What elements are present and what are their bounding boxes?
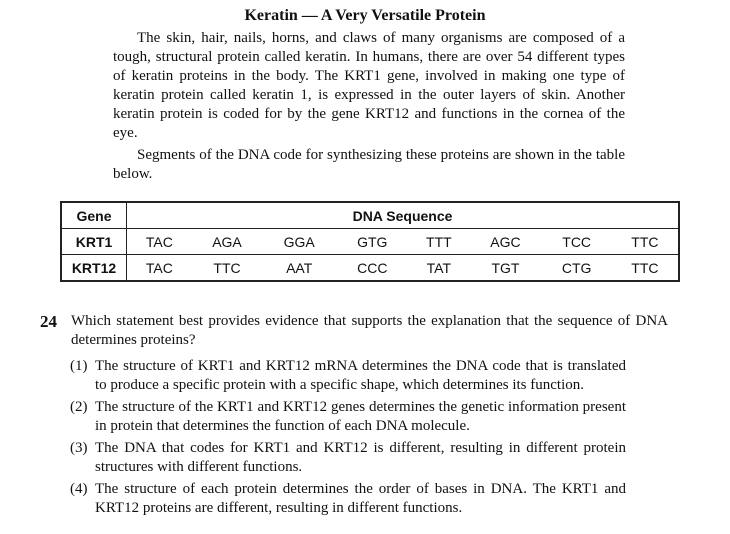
option-number: (1) [70, 358, 88, 374]
codon-cell: AAT [262, 255, 336, 282]
passage-title: Keratin — A Very Versatile Protein [244, 7, 486, 24]
question-number: 24 [40, 312, 57, 331]
option-text: The DNA that codes for KRT1 and KRT12 is different, resulting in different protein structures with different functions. [95, 440, 626, 475]
option-text: The structure of the KRT1 and KRT12 genes determines the genetic information present in protein that determines the function of each DNA molecule. [95, 399, 626, 434]
codon-cell: TTT [408, 229, 469, 255]
codon-cell: CTG [542, 255, 612, 282]
codon-cell: TGT [469, 255, 541, 282]
table-row [61, 229, 679, 255]
passage-paragraph: The skin, hair, nails, horns, and claws of many organisms are composed of a tough, structural protein called keratin. In humans, there are over 54 different types of keratin proteins in the body. The KRT1 gene, involved in making one type of keratin protein called keratin 1, is expressed in the outer layers of skin. Another keratin protein is coded for by the gene KRT12 and functions in the cornea of the eye. [113, 30, 625, 141]
option-number: (4) [70, 481, 88, 497]
codon-cell: GTG [336, 229, 408, 255]
question-stem [40, 312, 668, 350]
answer-option-1[interactable] [70, 357, 668, 395]
answer-option-3[interactable] [70, 439, 668, 477]
option-number: (3) [70, 440, 88, 456]
gene-name-cell: KRT12 [61, 255, 127, 282]
option-number: (2) [70, 399, 88, 415]
option-text: The structure of KRT1 and KRT12 mRNA determines the DNA code that is translated to produce a specific protein with a specific shape, which determines its function. [95, 358, 626, 393]
codon-cell: TCC [542, 229, 612, 255]
codon-cell: TAT [408, 255, 469, 282]
codon-cell: TAC [127, 255, 192, 282]
table-header-row [61, 202, 679, 229]
passage [113, 29, 625, 187]
answer-option-4[interactable] [70, 480, 668, 518]
codon-cell: CCC [336, 255, 408, 282]
gene-column-header: Gene [61, 202, 127, 229]
dna-sequence-column-header: DNA Sequence [127, 202, 680, 229]
codon-cell: TTC [192, 255, 262, 282]
codon-cell: TTC [612, 255, 679, 282]
passage-paragraph: Segments of the DNA code for synthesizing these proteins are shown in the table below. [113, 147, 625, 182]
question-24 [40, 312, 668, 521]
answer-options [40, 357, 668, 518]
table-row [61, 255, 679, 282]
answer-option-2[interactable] [70, 398, 668, 436]
dna-sequence-table [60, 201, 680, 282]
codon-cell: TAC [127, 229, 192, 255]
codon-cell: AGC [469, 229, 541, 255]
question-text: Which statement best provides evidence that supports the explanation that the sequence of DNA determines proteins? [71, 313, 668, 348]
codon-cell: TTC [612, 229, 679, 255]
codon-cell: GGA [262, 229, 336, 255]
codon-cell: AGA [192, 229, 262, 255]
option-text: The structure of each protein determines the order of bases in DNA. The KRT1 and KRT12 proteins are different, resulting in different functions. [95, 481, 626, 516]
gene-name-cell: KRT1 [61, 229, 127, 255]
